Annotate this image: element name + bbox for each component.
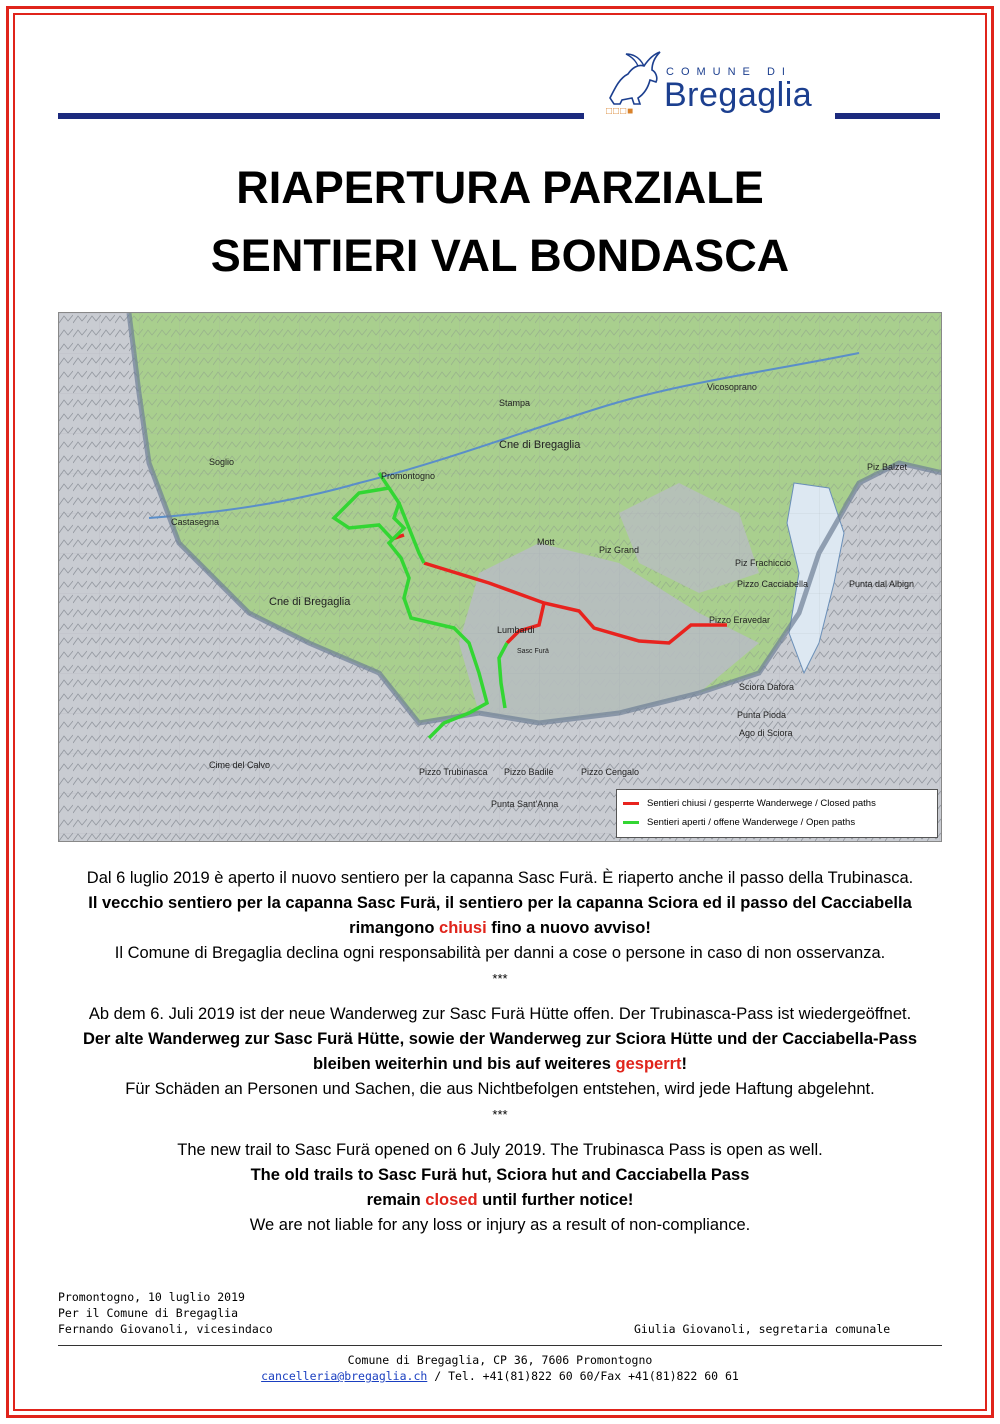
de-paragraph-3 (20, 1052, 980, 1076)
map-label: Piz Grand (599, 545, 640, 555)
legend-closed-label: Sentieri chiusi / gesperrte Wanderwege / Closed paths (647, 798, 876, 809)
footer-phone: / Tel. +41(81)822 60 60/Fax +41(81)822 60 61 (427, 1369, 739, 1383)
en-paragraph-2: The old trails to Sasc Furä hut, Sciora hut and Cacciabella Pass (250, 1166, 750, 1184)
legend-open-label: Sentieri aperti / offene Wanderwege / Open paths (647, 817, 856, 828)
de-paragraph-2: Der alte Wanderweg zur Sasc Furä Hütte, sowie der Wanderweg zur Sciora Hütte und der Cacciabella-Pass (82, 1030, 918, 1048)
it-p3-end: fino a nuovo avviso! (486, 919, 651, 937)
map-label: Stampa (499, 398, 531, 408)
map-label: Sasc Furä (517, 648, 549, 655)
logo-squares-icon: □□□■ (606, 106, 635, 117)
map-label: Lumbardi (497, 625, 535, 635)
footer-place-date: Promontogno, 10 luglio 2019 (58, 1290, 245, 1304)
footer-for: Per il Comune di Bregaglia (58, 1306, 239, 1320)
it-paragraph-4: Il Comune di Bregaglia declina ogni responsabilità per danni a cose o persone in caso di non osservanza. (114, 944, 886, 962)
en-p3-end: until further notice! (477, 1191, 634, 1209)
map-label: Piz Balzet (867, 462, 908, 472)
header-rule-left (58, 113, 584, 119)
legend-closed (623, 798, 876, 812)
separator: *** (492, 971, 508, 986)
it-paragraph-1: Dal 6 luglio 2019 è aperto il nuovo sentiero per la capanna Sasc Furä. È riaperto anche il passo della Trubinasca. (86, 869, 914, 887)
map-label: Pizzo Cengalo (581, 767, 640, 777)
legend-open (623, 817, 855, 831)
map-label: Piz Frachiccio (735, 558, 792, 568)
footer-signatory-right: Giulia Giovanoli, segretaria comunale (634, 1322, 891, 1336)
de-closed-word: gesperrt (615, 1055, 682, 1073)
map-graphic (59, 313, 942, 842)
footer-divider (58, 1345, 942, 1346)
logo-subtitle: COMUNE DI (666, 66, 792, 78)
footer-address: Comune di Bregaglia, CP 36, 7606 Promontogno (347, 1353, 653, 1367)
email-link[interactable]: cancelleria@bregaglia.ch (261, 1369, 428, 1383)
map-legend (616, 789, 938, 838)
map-label: Pizzo Trubinasca (419, 767, 488, 777)
map-label: Cime del Calvo (209, 760, 271, 770)
map-label: Castasegna (171, 517, 220, 527)
map-label: Pizzo Badile (504, 767, 554, 777)
header-rule-right (835, 113, 940, 119)
map-label: Mott (537, 537, 555, 547)
en-closed-word: closed (425, 1191, 478, 1209)
trail-map (58, 312, 942, 842)
it-closed-word: chiusi (439, 919, 487, 937)
ibex-emblem-icon (602, 48, 664, 106)
map-label: Pizzo Cacciabella (737, 579, 809, 589)
map-label: Soglio (209, 457, 235, 467)
de-paragraph-1: Ab dem 6. Juli 2019 ist der neue Wanderweg zur Sasc Furä Hütte offen. Der Trubinasca-Pass ist wiedergeöffnet. (88, 1005, 912, 1023)
en-p3-start: remain (366, 1191, 426, 1209)
it-paragraph-2: Il vecchio sentiero per la capanna Sasc Furä, il sentiero per la capanna Sciora ed il passo del Cacciabella (88, 894, 912, 912)
open-line-icon (623, 821, 639, 824)
map-label: Sciora Dafora (739, 682, 795, 692)
comune-logo (600, 48, 832, 128)
logo-wordmark: Bregaglia (664, 76, 813, 114)
de-p3-start: bleiben weiterhin und bis auf weiteres (312, 1055, 616, 1073)
it-p3-start: rimangono (349, 919, 440, 937)
map-label: Promontogno (381, 471, 436, 481)
closed-line-icon (623, 802, 639, 805)
de-paragraph-4: Für Schäden an Personen und Sachen, die aus Nichtbefolgen entstehen, wird jede Haftung abgelehnt. (125, 1080, 875, 1098)
map-label: Ago di Sciora (739, 728, 793, 738)
map-label: Vicosoprano (707, 382, 757, 392)
map-label: Cne di Bregaglia (269, 596, 351, 608)
en-paragraph-3 (20, 1188, 980, 1212)
en-paragraph-4: We are not liable for any loss or injury as a result of non-compliance. (249, 1216, 751, 1234)
title-line-1: RIAPERTURA PARZIALE (236, 162, 764, 213)
map-label: Punta dal Albign (849, 579, 915, 589)
map-label: Pizzo Eravedar (709, 615, 771, 625)
title-line-2: SENTIERI VAL BONDASCA (210, 230, 790, 281)
en-paragraph-1: The new trail to Sasc Furä opened on 6 July 2019. The Trubinasca Pass is open as well. (177, 1141, 823, 1159)
footer-contact (0, 1369, 1000, 1383)
separator: *** (492, 1107, 508, 1122)
footer-signatory-left: Fernando Giovanoli, vicesindaco (58, 1322, 273, 1336)
it-paragraph-3 (20, 916, 980, 940)
map-label: Punta Pioda (737, 710, 787, 720)
map-label: Cne di Bregaglia (499, 439, 581, 451)
de-p3-end: ! (681, 1055, 688, 1073)
map-label: Punta Sant'Anna (491, 799, 559, 809)
